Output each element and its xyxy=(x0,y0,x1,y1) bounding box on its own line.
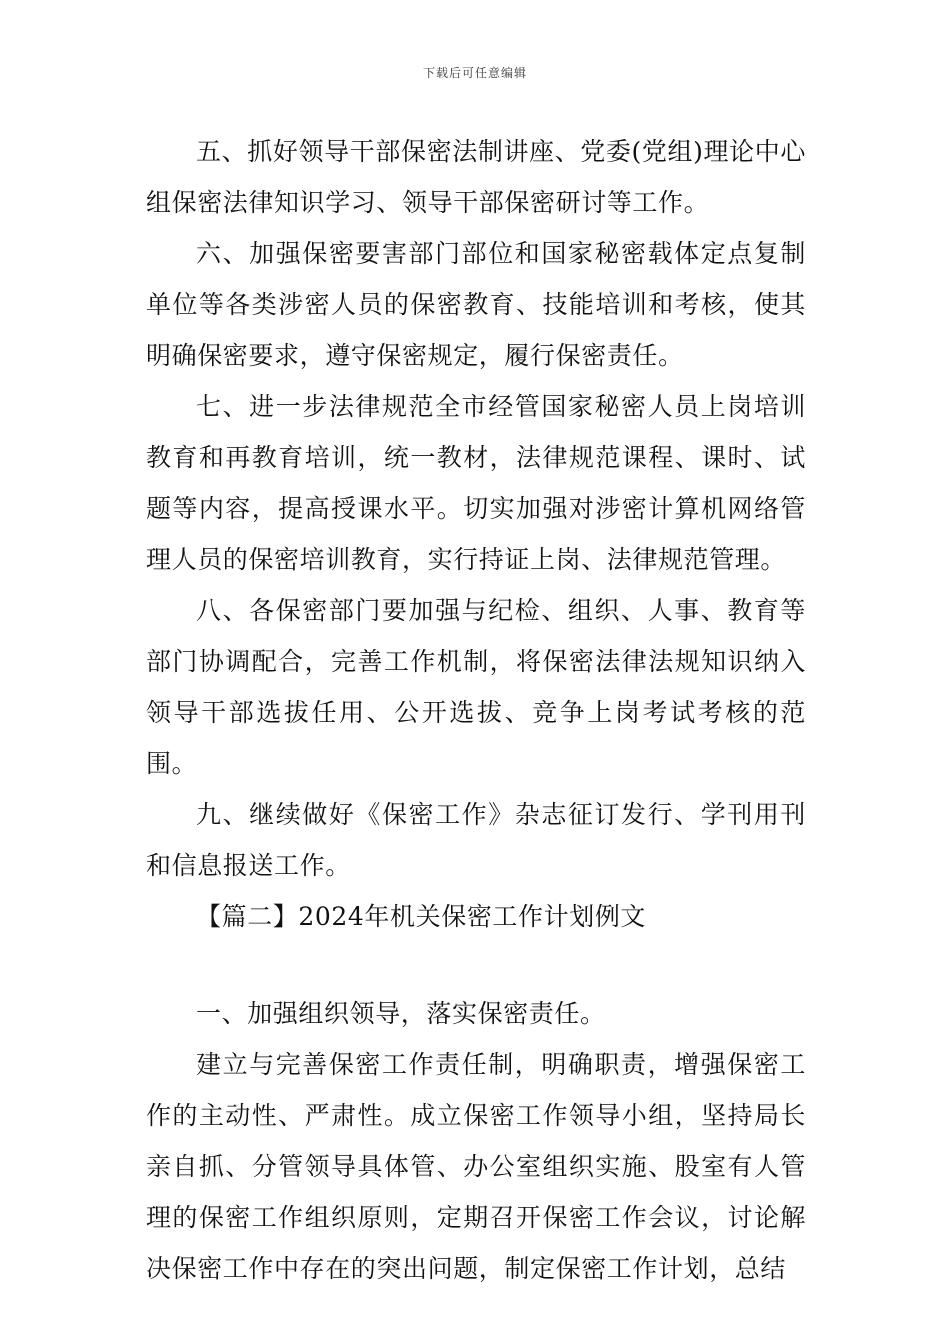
paragraph-body: 建立与完善保密工作责任制，明确职责，增强保密工作的主动性、严肃性。成立保密工作领导小组，坚持局长亲自抓、分管领导具体管、办公室组织实施、股室有人管理的保密工作组织原则，定期召开保密工作会议，讨论解决保密工作中存在的突出问题，制定保密工作计划，总结 xyxy=(146,1050,806,1283)
paragraph-item-7: 七、进一步法律规范全市经管国家秘密人员上岗培训教育和再教育培训，统一教材，法律规范课程、课时、试题等内容，提高授课水平。切实加强对涉密计算机网络管理人员的保密培训教育，实行持证上岗、法律规范管理。 xyxy=(146,392,806,574)
section-spacer xyxy=(146,942,806,988)
section-heading: 【篇二】2024年机关保密工作计划例文 xyxy=(196,902,647,931)
subsection-heading: 一、加强组织领导，落实保密责任。 xyxy=(196,999,606,1028)
paragraph-item-5: 五、抓好领导干部保密法制讲座、党委(党组)理论中心组保密法律知识学习、领导干部保密研讨等工作。 xyxy=(146,137,806,217)
page-header-note: 下载后可任意编辑 xyxy=(422,66,527,80)
paragraph-item-8: 八、各保密部门要加强与纪检、组织、人事、教育等部门协调配合，完善工作机制，将保密法律法规知识纳入领导干部选拔任用、公开选拔、竞争上岗考试考核的范围。 xyxy=(146,596,806,778)
paragraph-item-9: 九、继续做好《保密工作》杂志征订发行、学刊用刊和信息报送工作。 xyxy=(146,800,806,880)
paragraph-item-6: 六、加强保密要害部门部位和国家秘密载体定点复制单位等各类涉密人员的保密教育、技能培训和考核，使其明确保密要求，遵守保密规定，履行保密责任。 xyxy=(146,239,806,370)
document-body xyxy=(146,126,806,1294)
